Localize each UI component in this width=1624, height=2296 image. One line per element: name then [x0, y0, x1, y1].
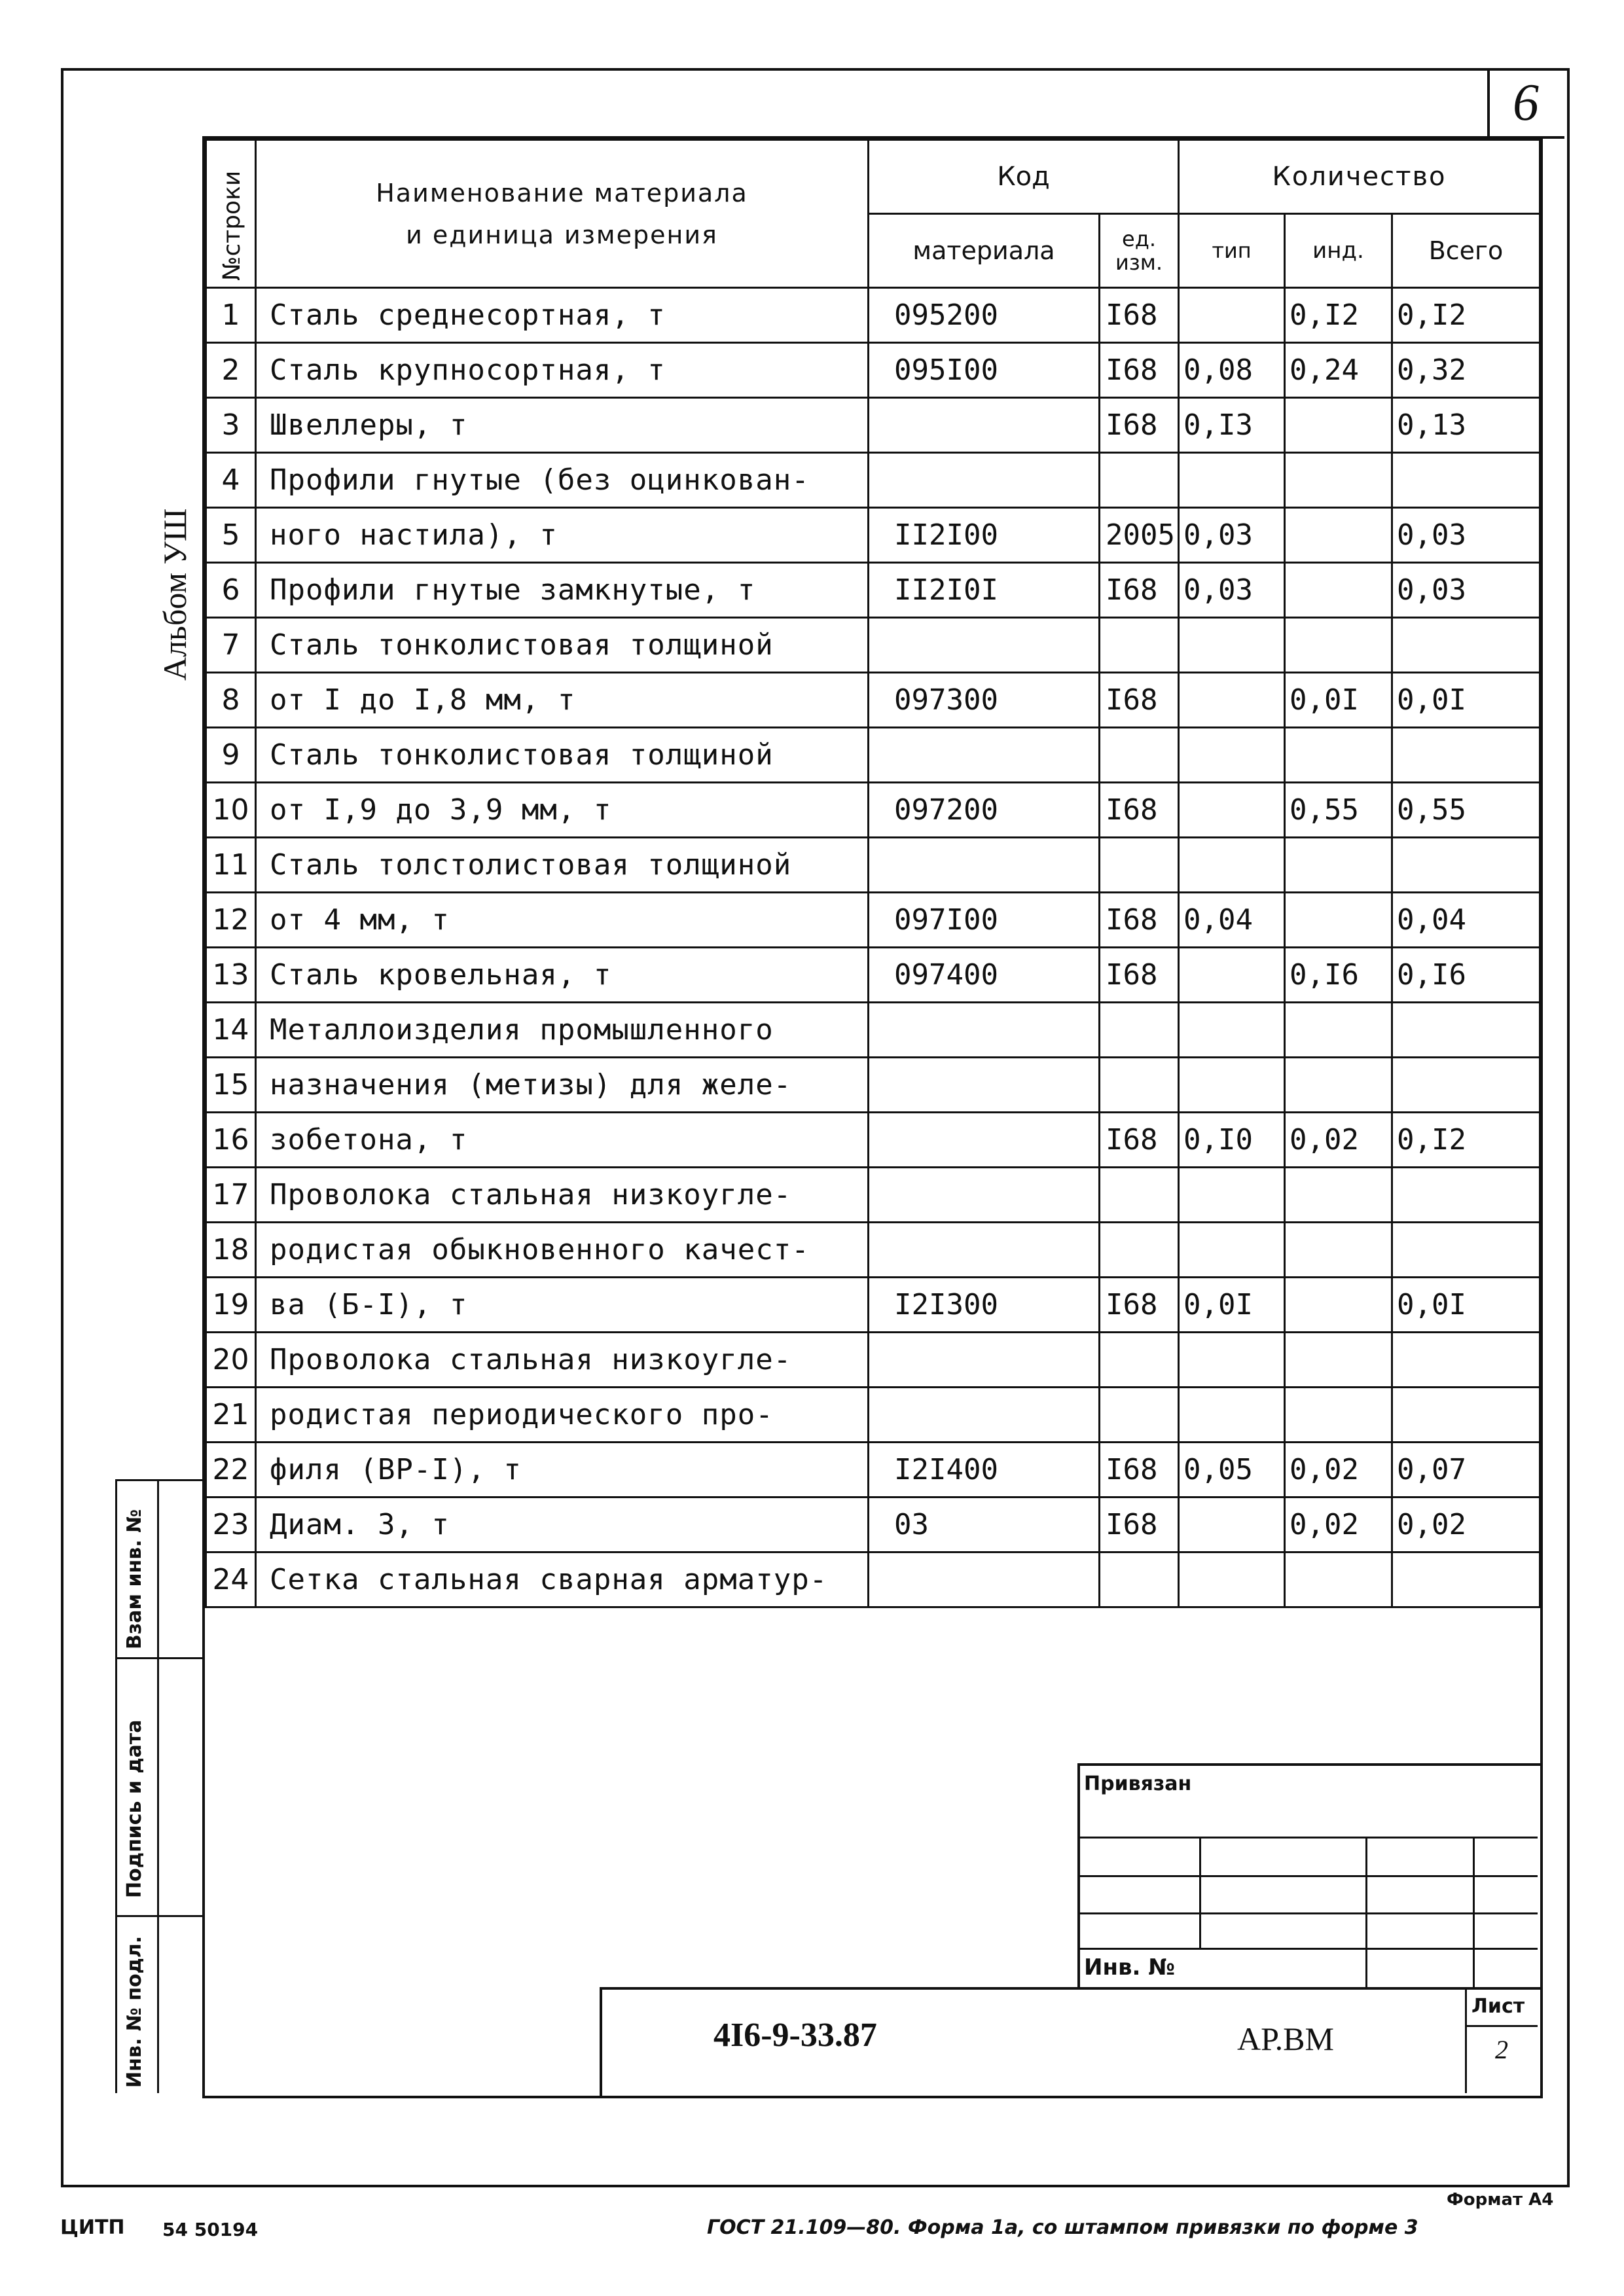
- sheet-number: 6: [1513, 74, 1539, 132]
- qty-total: 0,04: [1392, 893, 1540, 948]
- side-strip-left: [115, 1479, 117, 2093]
- privyazan-vline-3: [1473, 1837, 1475, 1987]
- sheet-label: Лист: [1471, 1995, 1525, 2018]
- table-row: [206, 838, 1540, 893]
- qty-typ: [1179, 1003, 1285, 1058]
- material-name: Сталь крупносортная, т: [256, 343, 869, 398]
- qty-ind: 0,I2: [1285, 288, 1392, 343]
- doc-mark: АР.ВМ: [1237, 2020, 1334, 2057]
- row-number-header-text: №строки: [219, 170, 245, 281]
- unit-code: I68: [1100, 673, 1179, 728]
- qty-ind: [1285, 838, 1392, 893]
- qty-total: 0,I2: [1392, 1113, 1540, 1168]
- unit-code: I68: [1100, 343, 1179, 398]
- privyazan-line-3: [1077, 1912, 1538, 1914]
- row-number: 9: [206, 728, 256, 783]
- material-code: 095200: [869, 288, 1100, 343]
- table-row: [206, 1333, 1540, 1388]
- qty-ind: [1285, 1168, 1392, 1223]
- qty-typ: [1179, 1498, 1285, 1552]
- table-row: [206, 1003, 1540, 1058]
- qty-typ: 0,08: [1179, 343, 1285, 398]
- qty-ind: [1285, 1058, 1392, 1113]
- qty-typ: [1179, 288, 1285, 343]
- order-number: 54 50194: [162, 2219, 259, 2240]
- row-number: 13: [206, 948, 256, 1003]
- material-name: ного настила), т: [256, 508, 869, 563]
- qty-ind: 0,0I: [1285, 673, 1392, 728]
- material-code: [869, 398, 1100, 453]
- table-row: [206, 508, 1540, 563]
- qty-ind: [1285, 453, 1392, 508]
- material-name: от 4 мм, т: [256, 893, 869, 948]
- unit-code: I68: [1100, 1113, 1179, 1168]
- side-strip-mid: [157, 1479, 159, 2093]
- qty-ind: 0,55: [1285, 783, 1392, 838]
- qty-typ: 0,03: [1179, 508, 1285, 563]
- qty-total: [1392, 728, 1540, 783]
- table-row: [206, 398, 1540, 453]
- material-code: II2I0I: [869, 563, 1100, 618]
- table-row: [206, 1552, 1540, 1607]
- table-row: [206, 1443, 1540, 1498]
- material-name: Диам. 3, т: [256, 1498, 869, 1552]
- qty-typ: [1179, 1552, 1285, 1607]
- qty-total: [1392, 618, 1540, 673]
- privyazan-vline-2: [1365, 1837, 1367, 1987]
- row-number: 21: [206, 1388, 256, 1443]
- unit-code: [1100, 453, 1179, 508]
- qty-total-header: Всего: [1392, 214, 1540, 288]
- material-code: [869, 1333, 1100, 1388]
- doc-code: 4I6-9-33.87: [713, 2017, 877, 2054]
- material-name: филя (ВР-I), т: [256, 1443, 869, 1498]
- inv-no-label: Инв. №: [1084, 1954, 1176, 1981]
- material-code: I2I400: [869, 1443, 1100, 1498]
- material-code: II2I00: [869, 508, 1100, 563]
- format-label: Формат А4: [1447, 2190, 1554, 2210]
- qty-typ: [1179, 1223, 1285, 1278]
- unit-code: [1100, 618, 1179, 673]
- unit-code: [1100, 1058, 1179, 1113]
- row-number: 19: [206, 1278, 256, 1333]
- qty-ind: 0,24: [1285, 343, 1392, 398]
- inv-podl-label: Инв. № подл.: [123, 1935, 146, 2088]
- material-name: родистая периодического про-: [256, 1388, 869, 1443]
- qty-ind: [1285, 1278, 1392, 1333]
- qty-ind: [1285, 1388, 1392, 1443]
- signature-label: Подпись и дата: [123, 1719, 146, 1898]
- qty-total: [1392, 1223, 1540, 1278]
- qty-total: [1392, 838, 1540, 893]
- table-row: [206, 1388, 1540, 1443]
- row-number: 7: [206, 618, 256, 673]
- row-number: 10: [206, 783, 256, 838]
- qty-typ: 0,I0: [1179, 1113, 1285, 1168]
- privyazan-line-1: [1077, 1837, 1538, 1839]
- qty-ind: 0,02: [1285, 1113, 1392, 1168]
- material-code: [869, 618, 1100, 673]
- sheet-value: 2: [1495, 2035, 1508, 2064]
- material-code: [869, 1058, 1100, 1113]
- material-name: ва (Б-I), т: [256, 1278, 869, 1333]
- table-row: [206, 453, 1540, 508]
- material-name: Швеллеры, т: [256, 398, 869, 453]
- material-name: Профили гнутые (без оцинкован-: [256, 453, 869, 508]
- material-name: Сетка стальная сварная арматур-: [256, 1552, 869, 1607]
- qty-typ: [1179, 1058, 1285, 1113]
- qty-ind: [1285, 618, 1392, 673]
- header-row-1: [206, 140, 1540, 214]
- qty-ind: 0,I6: [1285, 948, 1392, 1003]
- qty-total: [1392, 453, 1540, 508]
- material-code: 097200: [869, 783, 1100, 838]
- row-number: 12: [206, 893, 256, 948]
- table-row: [206, 728, 1540, 783]
- row-number: 22: [206, 1443, 256, 1498]
- material-name: от I до I,8 мм, т: [256, 673, 869, 728]
- row-number: 17: [206, 1168, 256, 1223]
- qty-group-header: Количество: [1179, 140, 1540, 214]
- qty-typ: 0,I3: [1179, 398, 1285, 453]
- qty-total: 0,0I: [1392, 1278, 1540, 1333]
- material-code: [869, 1552, 1100, 1607]
- qty-typ: 0,03: [1179, 563, 1285, 618]
- row-number: 20: [206, 1333, 256, 1388]
- qty-total: 0,02: [1392, 1498, 1540, 1552]
- material-code: 03: [869, 1498, 1100, 1552]
- qty-ind: 0,02: [1285, 1443, 1392, 1498]
- unit-code: I68: [1100, 948, 1179, 1003]
- org-label: ЦИТП: [60, 2216, 125, 2239]
- code-material-header: материала: [869, 214, 1100, 288]
- privyazan-line-4: [1077, 1948, 1538, 1950]
- qty-ind: [1285, 563, 1392, 618]
- code-unit-header: ед. изм.: [1100, 214, 1179, 288]
- table-row: [206, 1498, 1540, 1552]
- table-row: [206, 893, 1540, 948]
- unit-code: [1100, 1333, 1179, 1388]
- sheet-cell-left: [1465, 1990, 1467, 2093]
- material-name: Сталь тонколистовая толщиной: [256, 728, 869, 783]
- unit-code: I68: [1100, 563, 1179, 618]
- privyazan-line-2: [1077, 1875, 1538, 1877]
- material-name: Проволока стальная низкоугле-: [256, 1333, 869, 1388]
- material-code: [869, 1223, 1100, 1278]
- material-name: назначения (метизы) для желе-: [256, 1058, 869, 1113]
- privyazan-vline-1: [1199, 1837, 1201, 1948]
- qty-ind: [1285, 508, 1392, 563]
- qty-total: [1392, 1552, 1540, 1607]
- qty-ind: [1285, 1223, 1392, 1278]
- material-name: Сталь среднесортная, т: [256, 288, 869, 343]
- row-number: 6: [206, 563, 256, 618]
- vzam-label: Взам инв. №: [123, 1509, 146, 1649]
- qty-ind: [1285, 1003, 1392, 1058]
- row-number: 3: [206, 398, 256, 453]
- gost-label: ГОСТ 21.109—80. Форма 1а, со штампом привязки по форме 3: [707, 2216, 1418, 2239]
- qty-typ-header: тип: [1179, 214, 1285, 288]
- unit-code: [1100, 728, 1179, 783]
- qty-ind: [1285, 1552, 1392, 1607]
- qty-ind: 0,02: [1285, 1498, 1392, 1552]
- unit-code: 2005: [1100, 508, 1179, 563]
- qty-ind: [1285, 398, 1392, 453]
- row-number: 15: [206, 1058, 256, 1113]
- material-name: Металлоизделия промышленного: [256, 1003, 869, 1058]
- unit-code: I68: [1100, 893, 1179, 948]
- row-number: 24: [206, 1552, 256, 1607]
- qty-typ: [1179, 948, 1285, 1003]
- qty-total: 0,55: [1392, 783, 1540, 838]
- side-strip-div-2: [115, 1915, 203, 1917]
- row-number: 14: [206, 1003, 256, 1058]
- qty-total: 0,I2: [1392, 288, 1540, 343]
- unit-code: [1100, 1168, 1179, 1223]
- unit-code: I68: [1100, 398, 1179, 453]
- qty-typ: [1179, 673, 1285, 728]
- privyazan-label: Привязан: [1084, 1772, 1192, 1795]
- name-header-line-2: и единица измерения: [406, 220, 718, 249]
- qty-typ: [1179, 1168, 1285, 1223]
- qty-ind: [1285, 1333, 1392, 1388]
- material-code: [869, 1113, 1100, 1168]
- unit-code: [1100, 1388, 1179, 1443]
- material-code: [869, 1388, 1100, 1443]
- unit-code: [1100, 1552, 1179, 1607]
- table-row: [206, 288, 1540, 343]
- table-row: [206, 948, 1540, 1003]
- qty-total: 0,I6: [1392, 948, 1540, 1003]
- name-header-line-1: Наименование материала: [376, 178, 748, 207]
- material-name: Сталь тонколистовая толщиной: [256, 618, 869, 673]
- material-code: I2I300: [869, 1278, 1100, 1333]
- material-name: родистая обыкновенного качест-: [256, 1223, 869, 1278]
- qty-ind-header: инд.: [1285, 214, 1392, 288]
- table-row: [206, 1223, 1540, 1278]
- qty-typ: [1179, 1333, 1285, 1388]
- material-code: [869, 1003, 1100, 1058]
- material-code: [869, 453, 1100, 508]
- material-code: 095I00: [869, 343, 1100, 398]
- row-number-header: [206, 140, 256, 288]
- qty-total: 0,32: [1392, 343, 1540, 398]
- table-row: [206, 618, 1540, 673]
- material-code: 097I00: [869, 893, 1100, 948]
- material-name: зобетона, т: [256, 1113, 869, 1168]
- row-number: 4: [206, 453, 256, 508]
- qty-total: [1392, 1333, 1540, 1388]
- qty-total: [1392, 1003, 1540, 1058]
- qty-ind: [1285, 728, 1392, 783]
- unit-code: I68: [1100, 1443, 1179, 1498]
- qty-typ: 0,0I: [1179, 1278, 1285, 1333]
- qty-typ: [1179, 1388, 1285, 1443]
- unit-code: I68: [1100, 288, 1179, 343]
- table-row: [206, 343, 1540, 398]
- qty-total: [1392, 1168, 1540, 1223]
- table-row: [206, 1168, 1540, 1223]
- material-code: [869, 1168, 1100, 1223]
- qty-total: 0,03: [1392, 563, 1540, 618]
- qty-typ: [1179, 453, 1285, 508]
- qty-typ: [1179, 728, 1285, 783]
- qty-total: 0,13: [1392, 398, 1540, 453]
- row-number: 23: [206, 1498, 256, 1552]
- unit-code: [1100, 1003, 1179, 1058]
- qty-typ: [1179, 618, 1285, 673]
- row-number: 18: [206, 1223, 256, 1278]
- material-code: [869, 838, 1100, 893]
- table-row: [206, 563, 1540, 618]
- qty-total: 0,07: [1392, 1443, 1540, 1498]
- qty-total: 0,03: [1392, 508, 1540, 563]
- material-code: 097300: [869, 673, 1100, 728]
- material-code: [869, 728, 1100, 783]
- qty-total: [1392, 1058, 1540, 1113]
- sheet-cell-mid: [1465, 2025, 1538, 2027]
- table-row: [206, 1278, 1540, 1333]
- table-row: [206, 1113, 1540, 1168]
- material-code: 097400: [869, 948, 1100, 1003]
- row-number: 1: [206, 288, 256, 343]
- name-header: [256, 140, 869, 288]
- qty-total: [1392, 1388, 1540, 1443]
- qty-typ: 0,05: [1179, 1443, 1285, 1498]
- album-label: Альбом УШ: [156, 508, 193, 681]
- row-number: 5: [206, 508, 256, 563]
- row-number: 16: [206, 1113, 256, 1168]
- material-name: Сталь толстолистовая толщиной: [256, 838, 869, 893]
- unit-code: [1100, 1223, 1179, 1278]
- material-name: Сталь кровельная, т: [256, 948, 869, 1003]
- side-strip-div-1: [115, 1657, 203, 1659]
- table-row: [206, 783, 1540, 838]
- row-number: 11: [206, 838, 256, 893]
- spec-table: [205, 139, 1541, 1608]
- row-number: 8: [206, 673, 256, 728]
- material-name: Проволока стальная низкоугле-: [256, 1168, 869, 1223]
- qty-total: 0,0I: [1392, 673, 1540, 728]
- qty-typ: 0,04: [1179, 893, 1285, 948]
- qty-typ: [1179, 783, 1285, 838]
- table-row: [206, 1058, 1540, 1113]
- table-row: [206, 673, 1540, 728]
- unit-code: I68: [1100, 1498, 1179, 1552]
- qty-ind: [1285, 893, 1392, 948]
- unit-code: [1100, 838, 1179, 893]
- material-name: Профили гнутые замкнутые, т: [256, 563, 869, 618]
- code-group-header: Код: [869, 140, 1179, 214]
- qty-typ: [1179, 838, 1285, 893]
- unit-code: I68: [1100, 1278, 1179, 1333]
- side-strip-top: [115, 1479, 203, 1481]
- unit-code: I68: [1100, 783, 1179, 838]
- row-number: 2: [206, 343, 256, 398]
- material-name: от I,9 до 3,9 мм, т: [256, 783, 869, 838]
